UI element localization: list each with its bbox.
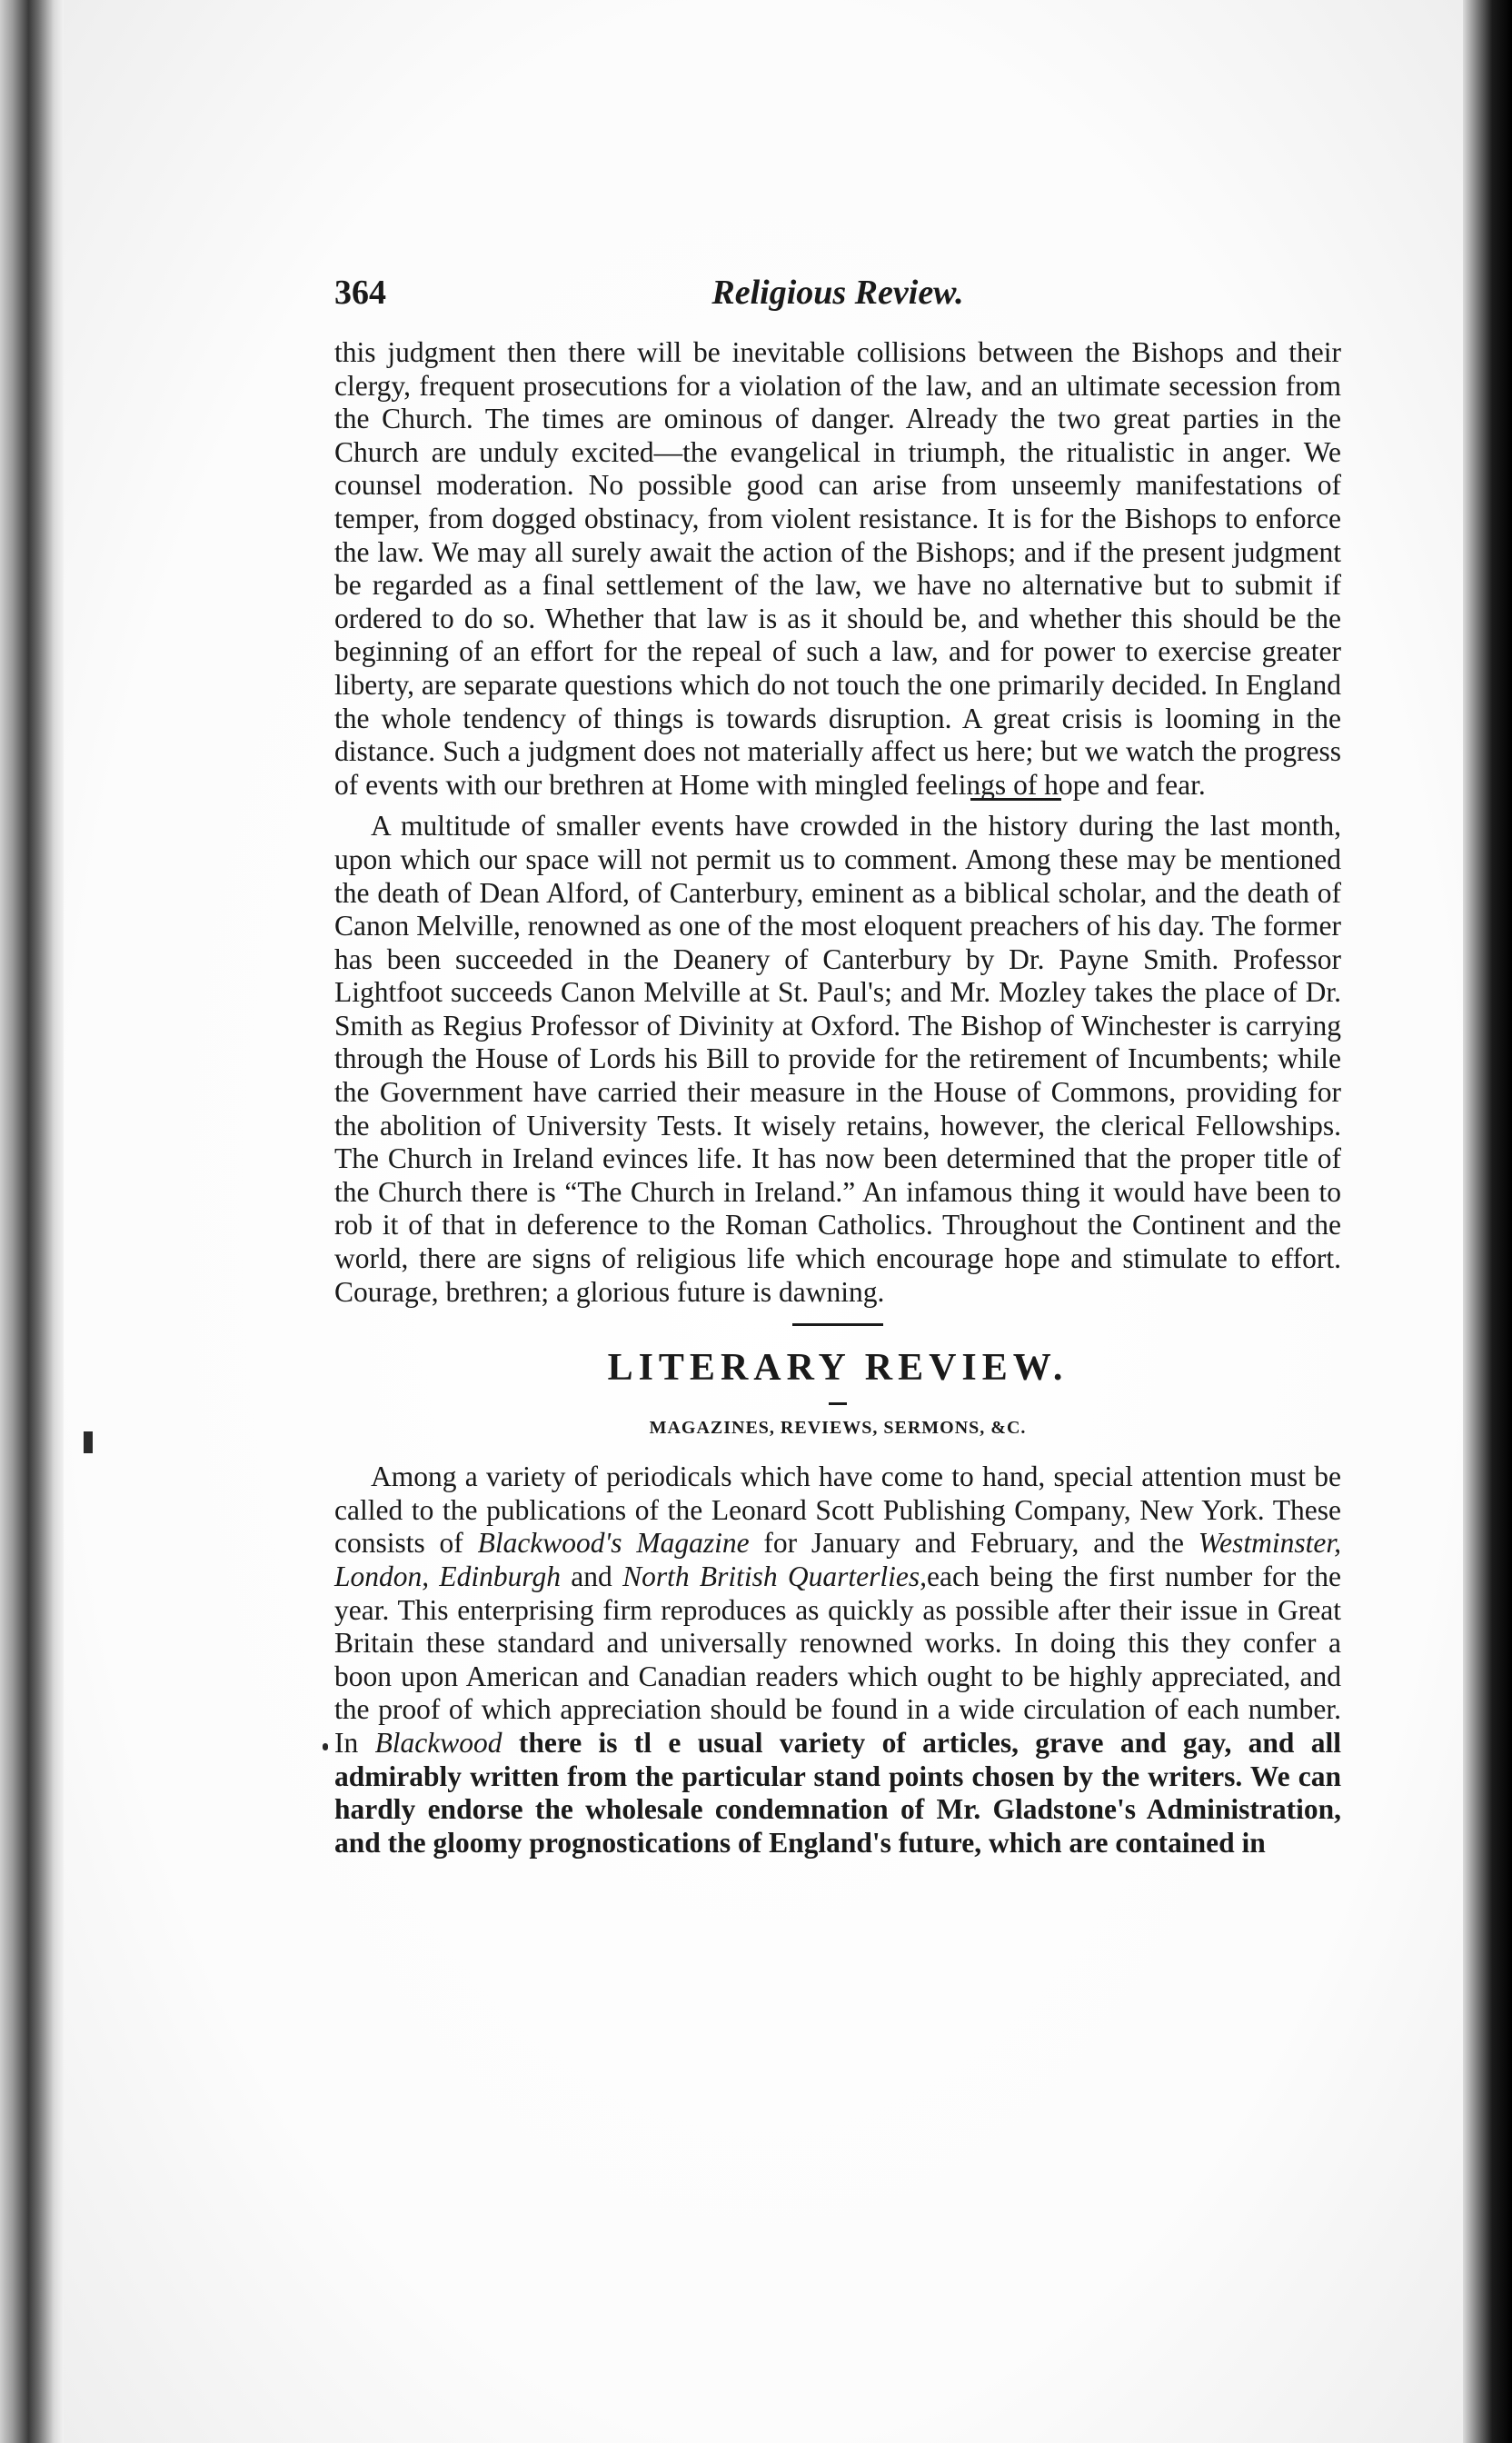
section-divider-rule	[792, 1323, 883, 1326]
periodical-title: Blackwood's Magazine	[477, 1527, 750, 1560]
running-title: Religious Review.	[711, 274, 964, 312]
religious-review-paragraph: A multitude of smaller events have crowded in the history during the last month, upon which our space will not permit us to comment. Among these may be mentioned the death of Dean Alford, of Canterbury, eminent as a biblical scholar, and the death of Canon Melville, renowned as one of the most eloquent preachers of his day. The former has been succeeded in the Deanery of Canterbury by Dr. Payne Smith. Professor Lightfoot succeeds Canon Melville at St. Paul's; and Mr. Mozley takes the place of Dr. Smith as Regius Professor of Divinity at Oxford. The Bishop of Winchester is carrying through the House of Lords his Bill to provide for the retirement of Incumbents; while the Government have carried their measure in the House of Commons, providing for the abolition of University Tests. It wisely retains, however, the clerical Fellowships. The Church in Ireland evinces life. It has now been determined that the proper title of the Church there is “The Church in Ireland.” An infamous thing it would have been to rob it of that in deference to the Roman Catholics. Throughout the Continent and the world, there are signs of religious life which encourage hope and stimulate to effort. Courage, brethren; a glorious future is dawning.	[334, 810, 1341, 1308]
margin-speck	[84, 1431, 93, 1453]
section-subtitle: MAGAZINES, REVIEWS, SERMONS, &C.	[649, 1418, 1027, 1439]
periodical-title: Blackwood	[374, 1726, 502, 1759]
page-number: 364	[334, 274, 386, 312]
text-run: and	[561, 1561, 623, 1592]
text-run: there is tl e usual variety of articles, grave and gay, and all admirably written from the particular stand points chosen by the writers. We can hardly endorse the wholesale condemnation of Mr. Gladstone's Administration, and the gloomy prognostications of England's future, which are contained in	[334, 1726, 1341, 1859]
page-right-edge	[1463, 0, 1512, 2443]
literary-review-paragraph	[334, 1461, 1341, 1860]
running-head	[334, 273, 1341, 324]
text-run: each being the first number for the year. This enterprising firm reproduces as quickly as possible after their issue in Great Britain these standard and universally renowned works. In doing this they confer a boon upon American and Canadian readers which ought to be highly appreciated, and the proof of which appreciation should be found in a wide circulation of each number. In	[334, 1561, 1342, 1759]
section-title: LITERARY REVIEW.	[607, 1347, 1069, 1390]
text-run: Among a variety of periodicals which have come to hand, special attention must be called to the publications of the Leonard Scott Publishing Company, New York. These consists of	[334, 1461, 1341, 1560]
periodical-title: North British Quarterlies,	[622, 1561, 928, 1592]
religious-review-paragraph: this judgment then there will be inevitable collisions between the Bishops and their clergy, frequent prosecutions for a violation of the law, and an ultimate secession from the Church. The times are ominous of danger. Already the two great parties in the Church are unduly excited—the evangelical in triumph, the ritualistic in anger. We counsel moderation. No possible good can arise from unseemly manifestations of temper, from dogged obstinacy, from violent resistance. It is for the Bishops to enforce the law. We may all surely await the action of the Bishops; and if the present judgment be regarded as a final settlement of the law, we have no alternative but to submit if ordered to do so. Whether that law is as it should be, and whether this should be the beginning of an effort for the repeal of such a law, and for power to exercise greater liberty, are separate questions which do not touch the one primarily decided. In England the whole tendency of things is towards disruption. A great crisis is looming in the distance. Such a judgment does not materially affect us here; but we watch the progress of events with our brethren at Home with mingled feelings of hope and fear.	[334, 336, 1341, 801]
margin-speck	[323, 1743, 328, 1750]
title-underline-rule	[829, 1402, 847, 1405]
page-content	[334, 273, 1341, 1860]
text-run: for January and February, and the	[749, 1527, 1199, 1560]
book-binding-shadow	[0, 0, 64, 2443]
periodical-title: Westminster, London, Edinburgh	[334, 1527, 1341, 1592]
